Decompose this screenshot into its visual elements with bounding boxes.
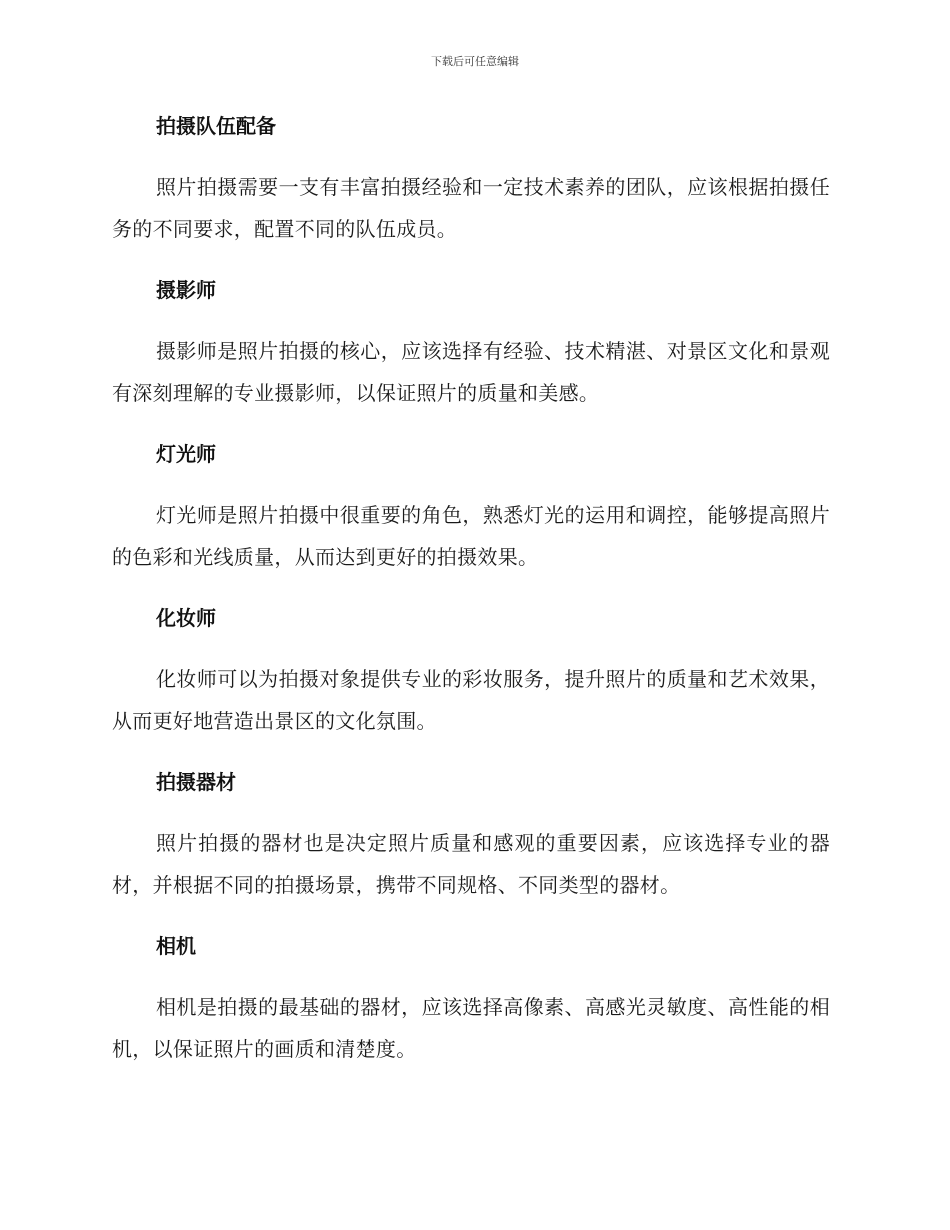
section-paragraph: 相机是拍摄的最基础的器材，应该选择高像素、高感光灵敏度、高性能的相机，以保证照片的画质和清楚度。 bbox=[112, 995, 830, 1061]
section-shooting-team bbox=[112, 110, 830, 250]
section-paragraph: 照片拍摄的器材也是决定照片质量和感观的重要因素，应该选择专业的器材，并根据不同的拍摄场景，携带不同规格、不同类型的器材。 bbox=[112, 831, 830, 897]
section-shooting-equipment bbox=[112, 766, 830, 906]
section-heading: 相机 bbox=[156, 934, 196, 958]
section-heading: 拍摄器材 bbox=[156, 770, 236, 794]
page-header: 下载后可任意编辑 bbox=[431, 55, 519, 68]
section-heading: 化妆师 bbox=[156, 606, 216, 630]
document-body bbox=[112, 110, 830, 1094]
section-photographer bbox=[112, 274, 830, 414]
section-paragraph: 照片拍摄需要一支有丰富拍摄经验和一定技术素养的团队，应该根据拍摄任务的不同要求，配置不同的队伍成员。 bbox=[112, 175, 830, 241]
section-heading: 摄影师 bbox=[156, 278, 216, 302]
section-camera bbox=[112, 930, 830, 1070]
section-paragraph: 化妆师可以为拍摄对象提供专业的彩妆服务，提升照片的质量和艺术效果，从而更好地营造出景区的文化氛围。 bbox=[112, 667, 830, 733]
section-makeup-artist bbox=[112, 602, 830, 742]
section-heading: 灯光师 bbox=[156, 442, 216, 466]
section-lighting-technician bbox=[112, 438, 830, 578]
section-heading: 拍摄队伍配备 bbox=[156, 114, 276, 138]
section-paragraph: 灯光师是照片拍摄中很重要的角色，熟悉灯光的运用和调控，能够提高照片的色彩和光线质量，从而达到更好的拍摄效果。 bbox=[112, 503, 830, 569]
section-paragraph: 摄影师是照片拍摄的核心，应该选择有经验、技术精湛、对景区文化和景观有深刻理解的专业摄影师，以保证照片的质量和美感。 bbox=[112, 339, 830, 405]
